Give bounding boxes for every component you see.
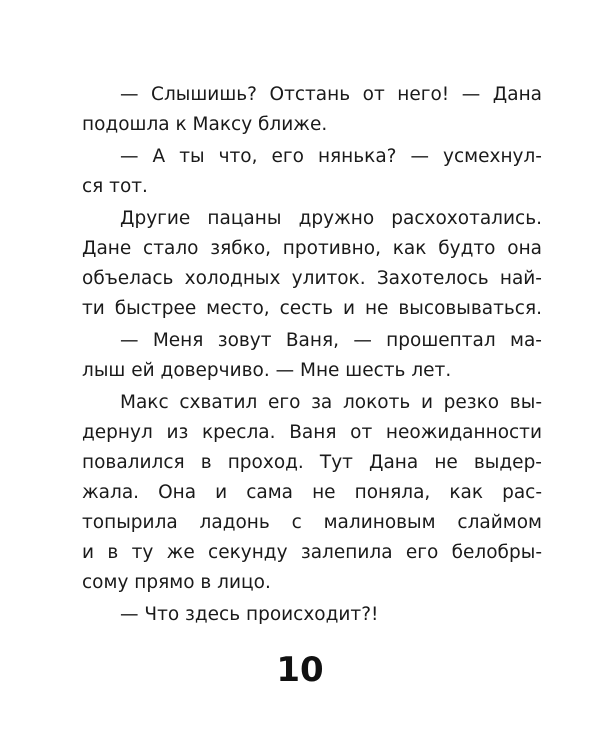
text-line: — Меня зовут Ваня, — прошептал ма- (120, 330, 542, 351)
text-line: Дане стало зябко, противно, как будто она (82, 238, 542, 259)
text-line: ся тот. (82, 176, 148, 197)
text-line: топырила ладонь с малиновым слаймом (82, 512, 542, 533)
text-line: — А ты что, его нянька? — усмехнул- (120, 146, 542, 167)
text-line: подошла к Максу ближе. (82, 114, 328, 135)
text-line: — Что здесь происходит?! (120, 604, 379, 625)
text-line: и в ту же секунду залепила его белобры- (82, 542, 542, 563)
text-line: ти быстрее место, сесть и не высовываться. (82, 298, 542, 319)
text-line: сому прямо в лицо. (82, 572, 271, 593)
text-line: жала. Она и сама не поняла, как рас- (82, 482, 542, 503)
text-line: Макс схватил его за локоть и резко вы- (120, 392, 542, 413)
text-line: дернул из кресла. Ваня от неожиданности (82, 422, 542, 443)
page-number: 10 (276, 650, 324, 690)
text-line: повалился в проход. Тут Дана не выдер- (82, 452, 542, 473)
text-line: — Слышишь? Отстань от него! — Дана (120, 84, 542, 105)
text-line: лыш ей доверчиво. — Мне шесть лет. (82, 360, 452, 381)
text-line: объелась холодных улиток. Захотелось най- (82, 268, 542, 289)
text-line: Другие пацаны дружно расхохотались. (120, 208, 542, 229)
